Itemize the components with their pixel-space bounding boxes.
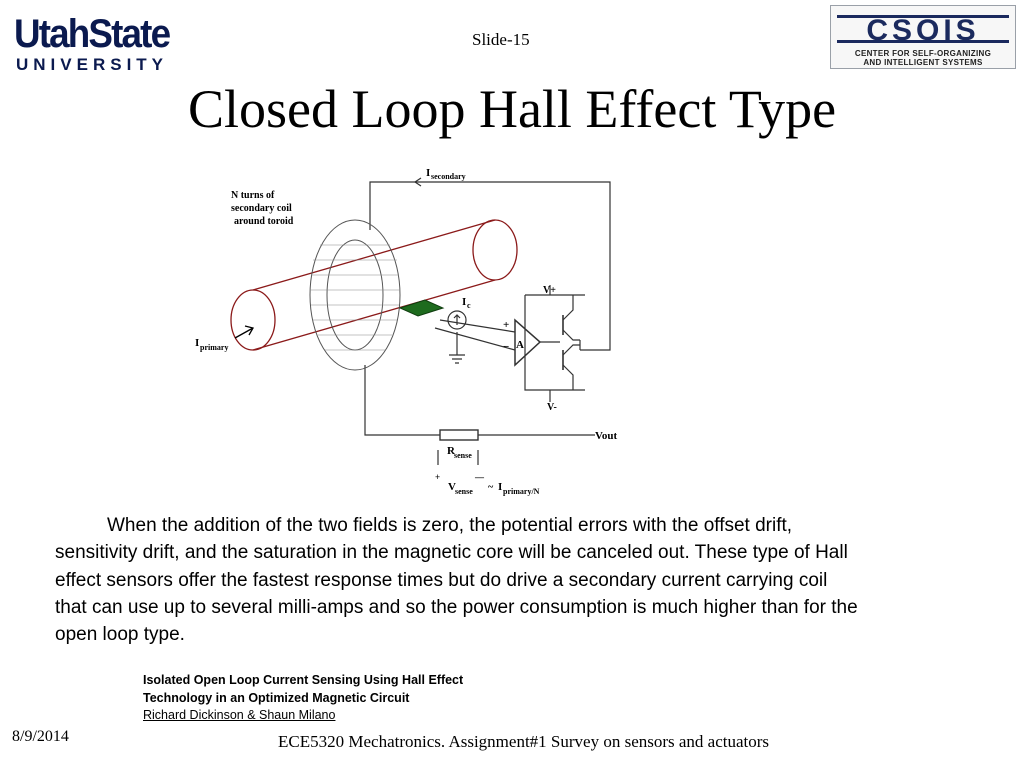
hall-element: [400, 300, 443, 316]
reference-authors-link[interactable]: Richard Dickinson & Shaun Milano: [143, 708, 336, 722]
label-v-sense-sub: sense: [455, 487, 473, 496]
label-sense-minus: —: [475, 472, 484, 482]
label-i-c: I: [462, 296, 467, 308]
label-i-primary: I: [195, 337, 200, 349]
ground-symbol: [449, 355, 465, 363]
label-approx: ~: [488, 482, 494, 493]
label-i-secondary: I: [426, 167, 431, 179]
label-sense-plus: +: [435, 472, 441, 482]
slide-number: Slide-15: [472, 30, 530, 49]
utah-state-logo-name: UtahState: [14, 12, 170, 56]
transistor-lower: [563, 345, 580, 390]
sense-resistor: [440, 430, 478, 440]
output-wire-left: [365, 365, 440, 435]
footer-course: ECE5320 Mechatronics. Assignment#1 Survey on sensors and actuators: [278, 732, 770, 751]
transistor-upper: [563, 295, 580, 340]
label-i-primary-sub: primary: [200, 343, 229, 352]
label-r-sense: R: [447, 445, 455, 457]
reference-title-line2: Technology in an Optimized Magnetic Circuit: [143, 690, 410, 705]
label-v-sense: V: [448, 481, 456, 493]
utah-state-logo-university: UNIVERSITY: [16, 55, 169, 74]
label-i-prim-n-sub: primary/N: [503, 487, 540, 496]
secondary-loop-wire: [370, 182, 610, 350]
label-amp: A: [516, 339, 524, 351]
body-paragraph: When the addition of the two fields is zero, the potential errors with the offset drift, sensitivity drift, and the saturation in the magnetic core will be canceled out. These type of Hall effect sensors offer the fastest response times but do drive a secondary current carrying coil that can use up to several milli-amps and so the power consumption is much higher than for the open loop type.: [55, 515, 858, 646]
reference-title-line1: Isolated Open Loop Current Sensing Using Hall Effect: [143, 673, 464, 687]
primary-conductor: [231, 220, 517, 350]
label-minus: −: [503, 341, 510, 353]
label-turns-1: N turns of: [231, 190, 275, 201]
label-i-prim-n: I: [498, 481, 503, 493]
csois-logo: [830, 5, 1016, 69]
reference-citation: [143, 672, 463, 725]
label-i-secondary-sub: secondary: [431, 172, 466, 181]
closed-loop-hall-diagram: [185, 160, 625, 500]
utah-state-logo: [14, 10, 200, 74]
footer-date: 8/9/2014: [12, 728, 69, 745]
toroid-core: [310, 220, 400, 370]
label-v-plus: V+: [543, 285, 556, 296]
label-i-c-sub: c: [467, 301, 471, 310]
label-vout: Vout: [595, 430, 618, 442]
csois-logo-line1: CENTER FOR SELF-ORGANIZING: [854, 49, 992, 58]
label-plus: +: [503, 319, 510, 331]
csois-logo-mark: [835, 9, 1011, 49]
label-turns-2: secondary coil: [231, 203, 292, 214]
label-r-sense-sub: sense: [454, 451, 472, 460]
csois-logo-text: CSOIS: [866, 14, 980, 47]
csois-logo-line2: AND INTELLIGENT SYSTEMS: [863, 58, 983, 67]
label-v-minus: V-: [547, 402, 557, 413]
slide-title: Closed Loop Hall Effect Type: [187, 79, 837, 139]
label-turns-3: around toroid: [234, 216, 294, 227]
